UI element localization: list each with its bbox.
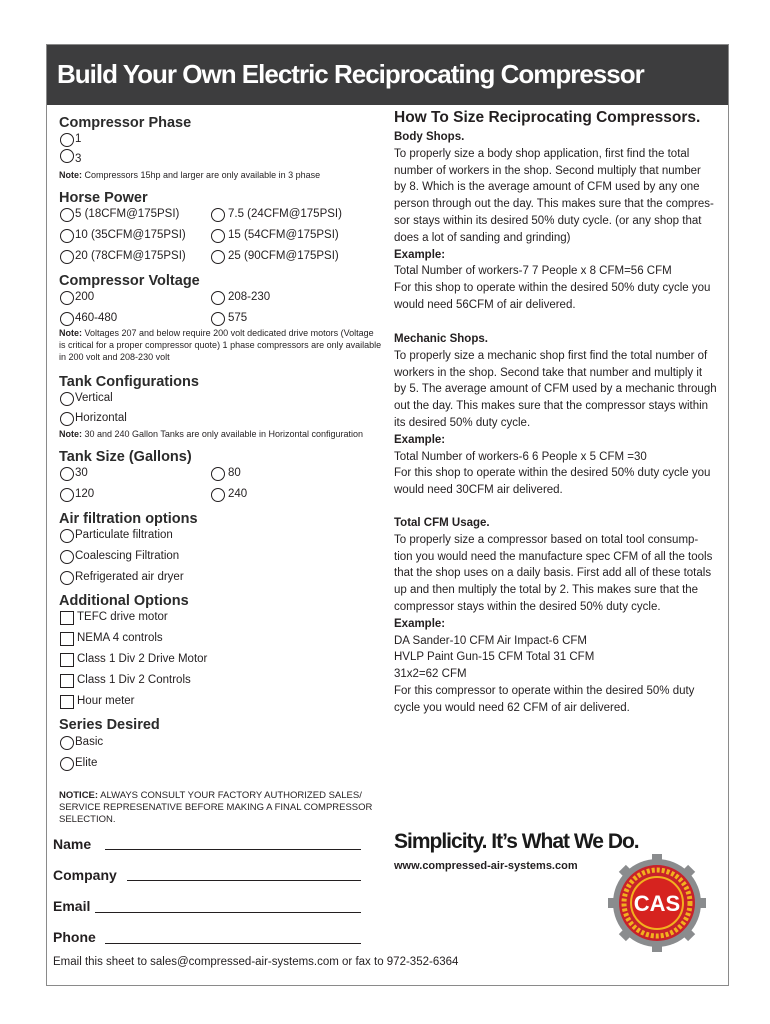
voltage-200-label: 200 <box>75 291 95 303</box>
coalescing-filtration-label: Coalescing Filtration <box>75 550 180 562</box>
refrigerated-dryer-label: Refrigerated air dryer <box>75 571 184 583</box>
phase-1-radio[interactable] <box>60 133 74 147</box>
hp-10-radio[interactable] <box>60 229 74 243</box>
mechanic-shops-section: Mechanic Shops. To properly size a mechanic shop first find the total number of workers in the shop. Second take that number and multiply it by 5. The average amount of CFM used by a mechanic through out the day. This makes sure that the compressor stays within its desired 50% duty cycle. Example: Total Number of workers-6 6 People x 5 CFM =30 For this shop to operate within the desired 50% duty cycle you would need 30CFM air delivered. <box>394 333 717 497</box>
tank-240-label: 240 <box>228 488 248 500</box>
voltage-575-radio[interactable] <box>211 312 225 326</box>
nema4-label: NEMA 4 controls <box>77 632 163 644</box>
hp-25-radio[interactable] <box>211 250 225 264</box>
name-label: Name <box>53 836 92 852</box>
particulate-filtration-radio[interactable] <box>60 529 74 543</box>
series-elite-label: Elite <box>75 757 98 769</box>
form-page <box>46 44 729 986</box>
horsepower-heading: Horse Power <box>59 190 148 206</box>
total-cfm-section: Total CFM Usage. To properly size a compressor based on total tool consump- tion you would need the manufacture spec CFM of all the tools that the shop uses on a daily basis. First add all of these totals up and then multiply the total by 2. This makes sure that the compressor stays within the desired 50% duty cycle. Example: DA Sander-10 CFM Air Impact-6 CFM HVLP Paint Gun-15 CFM Total 31 CFM 31x2=62 CFM For this compressor to operate within the desired 50% duty cycle you would need 62 CFM of air delivered. <box>394 517 713 714</box>
class1-motor-label: Class 1 Div 2 Drive Motor <box>77 653 208 665</box>
tank-size-heading: Tank Size (Gallons) <box>59 449 192 465</box>
tank-80-label: 80 <box>228 467 241 479</box>
footer-instructions: Email this sheet to sales@compressed-air-systems.com or fax to 972-352-6364 <box>53 956 459 968</box>
tank-config-heading: Tank Configurations <box>59 374 199 390</box>
voltage-208-230-radio[interactable] <box>211 291 225 305</box>
notice: NOTICE: ALWAYS CONSULT YOUR FACTORY AUTHORIZED SALES/ SERVICE REPRESENATIVE BEFORE MAKING A FINAL COMPRESSOR SELECTION. <box>59 790 373 825</box>
hp-7-5-radio[interactable] <box>211 208 225 222</box>
phone-field[interactable] <box>105 943 361 944</box>
hour-meter-label: Hour meter <box>77 695 135 707</box>
voltage-460-480-radio[interactable] <box>60 312 74 326</box>
sizing-heading: How To Size Reciprocating Compressors. <box>394 109 701 126</box>
page-title: Build Your Own Electric Reciprocating Compressor <box>57 59 644 89</box>
voltage-208-230-label: 208-230 <box>228 291 271 303</box>
series-basic-radio[interactable] <box>60 736 74 750</box>
tank-vertical-label: Vertical <box>75 392 113 404</box>
gear-icon <box>608 854 706 952</box>
hp-20-label: 20 (78CFM@175PSI) <box>75 250 186 262</box>
tank-30-label: 30 <box>75 467 88 479</box>
cas-logo <box>607 853 707 953</box>
nema4-checkbox[interactable] <box>60 632 74 646</box>
hp-20-radio[interactable] <box>60 250 74 264</box>
class1-controls-label: Class 1 Div 2 Controls <box>77 674 191 686</box>
series-basic-label: Basic <box>75 736 104 748</box>
class1-motor-checkbox[interactable] <box>60 653 74 667</box>
tank-240-radio[interactable] <box>211 488 225 502</box>
series-heading: Series Desired <box>59 717 160 733</box>
class1-controls-checkbox[interactable] <box>60 674 74 688</box>
tank-horizontal-radio[interactable] <box>60 412 74 426</box>
tank-vertical-radio[interactable] <box>60 392 74 406</box>
phase-1-label: 1 <box>75 133 82 145</box>
tank-120-label: 120 <box>75 488 95 500</box>
hp-25-label: 25 (90CFM@175PSI) <box>228 250 339 262</box>
voltage-heading: Compressor Voltage <box>59 273 200 289</box>
phone-label: Phone <box>53 929 96 945</box>
hp-15-radio[interactable] <box>211 229 225 243</box>
phase-3-label: 3 <box>75 153 82 165</box>
website-link[interactable]: www.compressed-air-systems.com <box>394 860 578 872</box>
series-elite-radio[interactable] <box>60 757 74 771</box>
tank-30-radio[interactable] <box>60 467 74 481</box>
email-field[interactable] <box>95 912 361 913</box>
coalescing-filtration-radio[interactable] <box>60 550 74 564</box>
tank-80-radio[interactable] <box>211 467 225 481</box>
voltage-200-radio[interactable] <box>60 291 74 305</box>
voltage-575-label: 575 <box>228 312 248 324</box>
hp-5-radio[interactable] <box>60 208 74 222</box>
air-filtration-heading: Air filtration options <box>59 511 198 527</box>
phase-heading: Compressor Phase <box>59 115 192 131</box>
tank-config-note: Note: 30 and 240 Gallon Tanks are only available in Horizontal configuration <box>59 429 364 439</box>
voltage-460-480-label: 460-480 <box>75 312 118 324</box>
refrigerated-dryer-radio[interactable] <box>60 571 74 585</box>
company-label: Company <box>53 867 117 883</box>
phase-3-radio[interactable] <box>60 149 74 163</box>
voltage-note: Note: Voltages 207 and below require 200 volt dedicated drive motors (Voltage is critical for a proper compressor quote) 1 phase compressors are only available in 200 volt and 208-230 volt <box>59 328 382 362</box>
tefc-label: TEFC drive motor <box>77 611 168 623</box>
name-field[interactable] <box>105 849 361 850</box>
particulate-filtration-label: Particulate filtration <box>75 529 173 541</box>
slogan: Simplicity. It’s What We Do. <box>394 830 639 853</box>
tank-horizontal-label: Horizontal <box>75 412 127 424</box>
phase-note: Note: Compressors 15hp and larger are only available in 3 phase <box>59 170 321 180</box>
additional-options-heading: Additional Options <box>59 593 189 609</box>
hp-7-5-label: 7.5 (24CFM@175PSI) <box>228 208 342 220</box>
company-field[interactable] <box>127 880 361 881</box>
hp-10-label: 10 (35CFM@175PSI) <box>75 229 186 241</box>
body-shops-section: Body Shops. To properly size a body shop application, first find the total number of workers in the shop. Second multiply that number by 8. Which is the average amount of CFM used by any one person through out the day. This makes sure that the compres- sor stays within its desired 50% duty cycle. (or any shop that does a lot of sanding and grinding) Example: Total Number of workers-7 7 People x 8 CFM=56 CFM For this shop to operate within the desired 50% duty cycle you would need 56CFM of air delivered. <box>394 131 714 311</box>
tefc-checkbox[interactable] <box>60 611 74 625</box>
hour-meter-checkbox[interactable] <box>60 695 74 709</box>
title-bar <box>47 45 728 105</box>
tank-120-radio[interactable] <box>60 488 74 502</box>
hp-5-label: 5 (18CFM@175PSI) <box>75 208 180 220</box>
svg-text:CAS: CAS <box>633 891 681 916</box>
email-label: Email <box>53 898 91 914</box>
hp-15-label: 15 (54CFM@175PSI) <box>228 229 339 241</box>
